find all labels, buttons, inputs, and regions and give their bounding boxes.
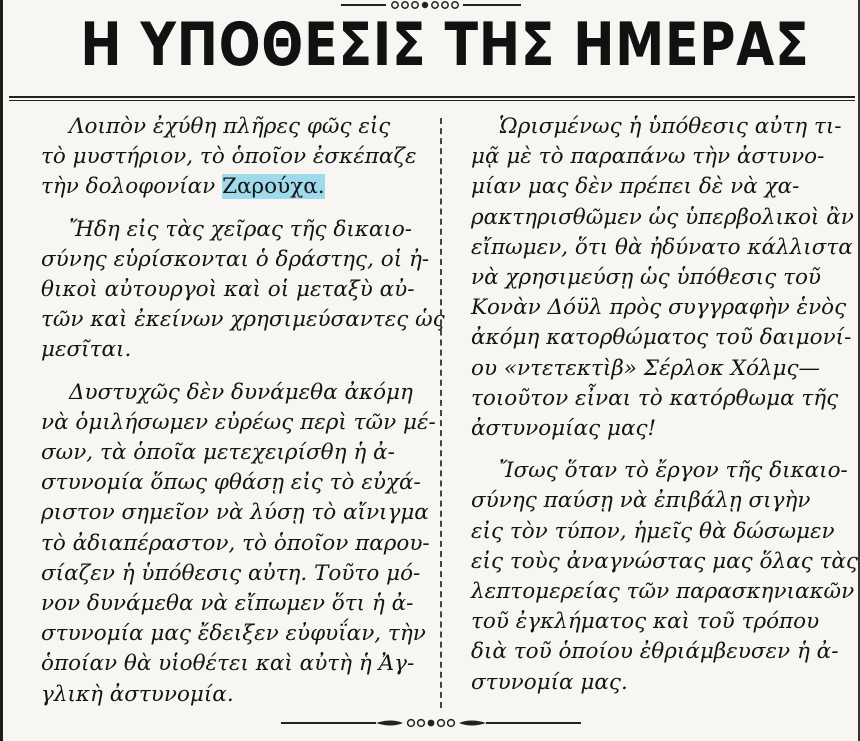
headline-rule-thin bbox=[9, 100, 855, 101]
text-line: ἀκόμη κατορθώματος τοῦ δαιμονί- bbox=[471, 325, 852, 351]
ornament-divider-icon bbox=[341, 0, 521, 10]
text-line bbox=[41, 172, 421, 202]
text-line: στυνομία μας. bbox=[471, 669, 628, 695]
column-divider bbox=[440, 118, 442, 708]
right-column bbox=[471, 112, 858, 710]
text-line: τοιοῦτον εἶναι τὸ κατόρθωμα τῆς bbox=[471, 385, 839, 411]
text-line: νον δυνάμεθα νὰ εἴπωμεν ὅτι ἡ ἀ- bbox=[41, 591, 414, 617]
text-line: Κονὰν Δόϋλ πρὸς συγγραφὴν ἑνὸς bbox=[471, 295, 847, 321]
text-line: τὸ ἀδιαπέραστον, τὸ ὁποῖον παρου- bbox=[41, 530, 430, 556]
text-line: τῶν καὶ ἐκείνων χρησιμεύσαντες ὡς bbox=[41, 307, 445, 333]
paragraph bbox=[41, 378, 436, 710]
text-line: Δυστυχῶς δὲν δυνάμεθα ἀκόμη bbox=[69, 379, 413, 405]
text-line: διὰ τοῦ ὁποίου ἐθριάμβευσεν ἡ ἀ- bbox=[471, 639, 839, 665]
paragraph bbox=[471, 112, 854, 444]
text-line: σων, τὰ ὁποῖα μετεχειρίσθη ἡ ἀ- bbox=[41, 440, 395, 466]
text-line: λεπτομερείας τῶν παρασκηνιακῶν bbox=[471, 579, 855, 605]
text-line: ἀστυνομίας μας! bbox=[471, 416, 657, 442]
text-line: εἰς τοὺς ἀναγνώστας μας ὅλας τὰς bbox=[471, 548, 858, 574]
text-line: τὸ μυστήριον, τὸ ὁποῖον ἐσκέπαζε bbox=[41, 144, 417, 170]
ornament-divider-icon bbox=[281, 716, 581, 730]
text-line: ου «ντετεκτὶβ» Σέρλοκ Χόλμς— bbox=[471, 355, 821, 381]
top-ornament bbox=[341, 0, 521, 10]
text-line: ριστον σημεῖον νὰ λύσῃ τὸ αἴνιγμα bbox=[41, 500, 429, 526]
text-line: εἴπωμεν, ὅτι θὰ ἠδύνατο κάλλιστα bbox=[471, 234, 853, 260]
paragraph bbox=[41, 112, 421, 203]
headline: Η ΥΠΟΘΕΣΙΣ ΤΗΣ ΗΜΕΡΑΣ bbox=[80, 10, 810, 80]
text-line: ὁποίαν θὰ υἱοθέτει καὶ αὐτὴ ἡ Ἀγ- bbox=[41, 651, 415, 677]
paragraph bbox=[471, 456, 858, 698]
text-line: σύνης εὑρίσκονται ὁ δράστης, οἱ ἠ- bbox=[41, 246, 430, 272]
bottom-ornament bbox=[281, 716, 581, 730]
headline-rule bbox=[9, 96, 855, 98]
paragraph bbox=[41, 215, 445, 366]
highlighted-name: Ζαρούχα. bbox=[222, 174, 325, 200]
text-line: νὰ χρησιμεύσῃ ὡς ὑπόθεσις τοῦ bbox=[471, 265, 821, 291]
text-line: γλικὴ ἀστυνομία. bbox=[41, 681, 234, 707]
text-line: μεσῖται. bbox=[41, 337, 132, 363]
text-line: εἰς τὸν τύπον, ἡμεῖς θὰ δώσωμεν bbox=[471, 518, 835, 544]
text-line: μᾷ μὲ τὸ παραπάνω τὴν ἀστυνο- bbox=[471, 144, 825, 170]
text-line: μίαν μας δὲν πρέπει δὲ νὰ χα- bbox=[471, 174, 800, 200]
text-line: Ἴσως ὅταν τὸ ἔργον τῆς δικαιο- bbox=[499, 458, 848, 484]
text-line-segment: τὴν δολοφονίαν bbox=[41, 174, 216, 200]
text-line: ρακτηρισθῶμεν ὡς ὑπερβολικοὶ ἂν bbox=[471, 204, 854, 230]
text-line: θικοὶ αὐτουργοὶ καὶ οἱ μεταξὺ αὐ- bbox=[41, 277, 415, 303]
text-line: σίαζεν ἡ ὑπόθεσις αὐτη. Τοῦτο μό- bbox=[41, 560, 421, 586]
text-line: Ἤδη εἰς τὰς χεῖρας τῆς δικαιο- bbox=[69, 216, 413, 242]
text-line: τοῦ ἐγκλήματος καὶ τοῦ τρόπου bbox=[471, 609, 820, 635]
text-line: Λοιπὸν ἐχύθη πλῆρες φῶς εἰς bbox=[69, 114, 391, 139]
text-line: στυνομία ὅπως φθάσῃ εἰς τὸ εὐχά- bbox=[41, 470, 421, 496]
left-column bbox=[41, 112, 445, 722]
text-line: στυνομία μας ἔδειξεν εὐφυΐαν, τὴν bbox=[41, 621, 426, 647]
text-line: Ὡρισμένως ἡ ὑπόθεσις αὐτη τι- bbox=[499, 114, 842, 139]
text-line: σύνης παύσῃ νὰ ἐπιβάλῃ σιγὴν bbox=[471, 488, 811, 514]
text-line: νὰ ὁμιλήσωμεν εὐρέως περὶ τῶν μέ- bbox=[41, 409, 436, 435]
